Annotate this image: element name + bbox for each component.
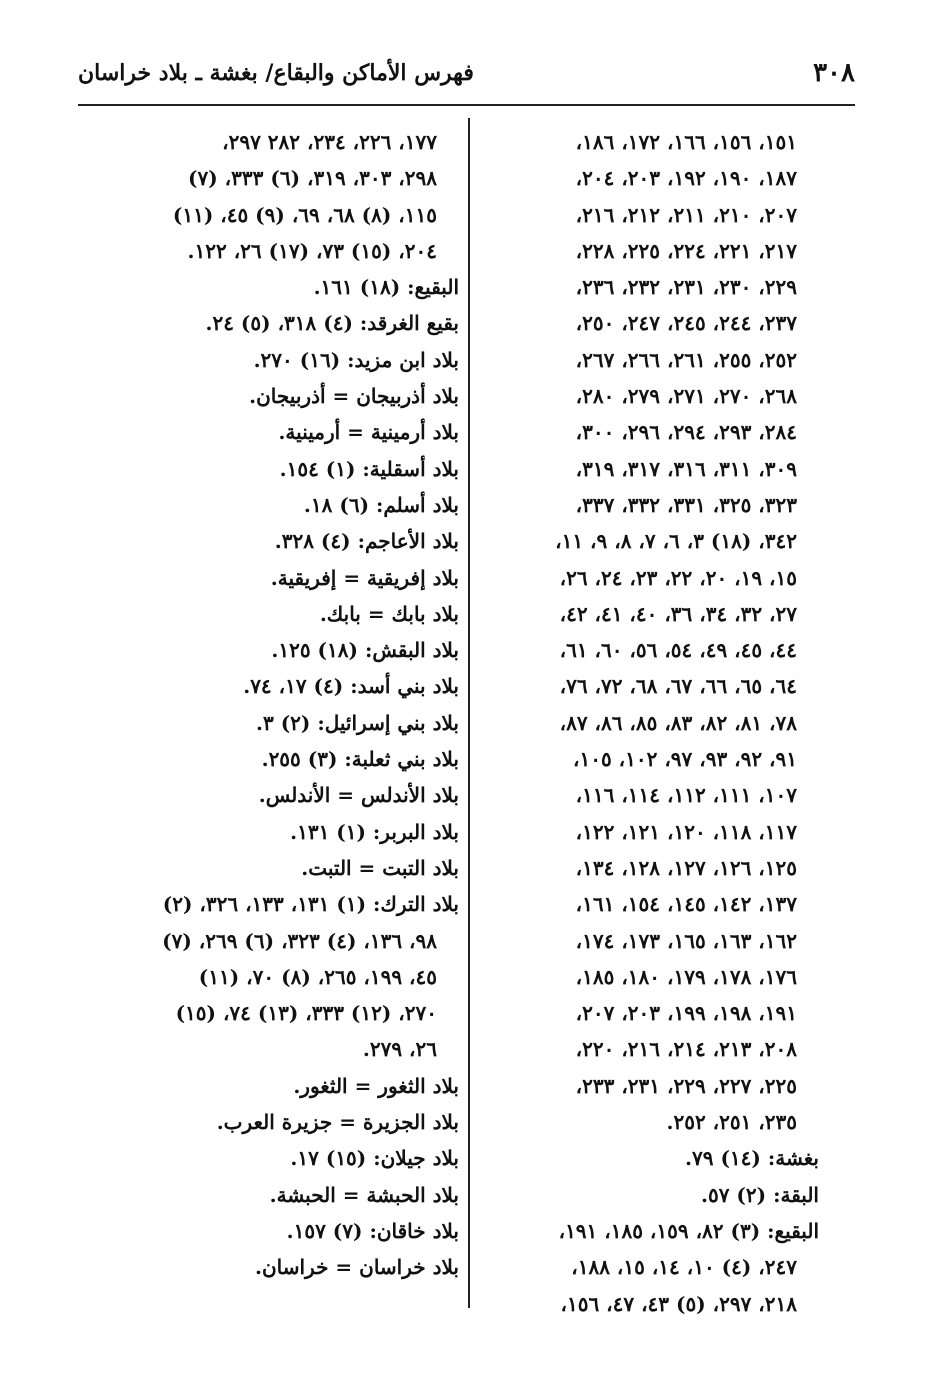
index-continuation-line: ٢٦٨، ٢٧٠، ٢٧١، ٢٧٩، ٢٨٠، <box>575 384 797 409</box>
index-continuation-line: ٤٤، ٤٥، ٤٩، ٥٤، ٥٦، ٦٠، ٦١، <box>559 638 797 663</box>
index-entry: بلاد أرمينية = أرمينية. <box>278 420 459 445</box>
index-entry: بلاد البربر: (١) ١٣١. <box>290 819 459 844</box>
index-continuation-line: ٤٥، ١٩٩، ٢٦٥، (٨) ٧٠، (١١) <box>198 964 437 989</box>
index-continuation-line: ١١٥، (٨) ٦٨، ٦٩، (٩) ٤٥، (١١) <box>172 202 437 227</box>
index-column-left <box>87 124 459 1286</box>
index-continuation-line: ١٠٧، ١١١، ١١٢، ١١٤، ١١٦، <box>575 783 797 808</box>
index-continuation-line: ١٦٢، ١٦٣، ١٦٥، ١٧٣، ١٧٤، <box>575 928 797 953</box>
index-continuation-line: ١٧٧، ٢٢٦، ٢٣٤، ٢٨٢ ٢٩٧، <box>222 130 437 154</box>
index-entry: بلاد بني أسد: (٤) ١٧، ٧٤. <box>243 674 459 699</box>
index-entry: بلاد إفريقية = إفريقية. <box>270 565 459 590</box>
index-entry: بلاد خاقان: (٧) ١٥٧. <box>286 1218 459 1243</box>
index-continuation-line: ٢٠٨، ٢١٣، ٢١٤، ٢١٦، ٢٢٠، <box>575 1037 797 1062</box>
index-entry: بقيع الغرقد: (٤) ٣١٨، (٥) ٢٤. <box>205 311 459 336</box>
index-continuation-line: ١٥، ١٩، ٢٠، ٢٢، ٢٣، ٢٤، ٢٦، <box>559 565 797 590</box>
column-divider <box>468 118 470 1308</box>
index-entry: البقة: (٢) ٥٧. <box>701 1182 819 1207</box>
index-continuation-line: ٣٤٢، (١٨) ٣، ٦، ٧، ٨، ٩، ١١، <box>555 529 797 554</box>
index-continuation-line: ٩٨، ١٣٦، (٤) ٣٢٣، (٦) ٢٦٩، (٧) <box>162 928 437 953</box>
index-entry: بلاد أسقلية: (١) ١٥٤. <box>279 456 459 481</box>
index-continuation-line: ٢٣٥، ٢٥١، ٢٥٢. <box>666 1110 797 1135</box>
index-continuation-line: ١٨٧، ١٩٠، ١٩٢، ٢٠٣، ٢٠٤، <box>575 166 797 191</box>
index-continuation-line: ٢٦، ٢٧٩. <box>362 1037 437 1062</box>
index-entry: بلاد الترك: (١) ١٣١، ١٣٣، ٣٢٦، (٢) <box>162 892 459 917</box>
index-continuation-line: ٦٤، ٦٥، ٦٦، ٦٧، ٦٨، ٧٢، ٧٦، <box>559 674 797 699</box>
index-continuation-line: ١٥١، ١٥٦، ١٦٦، ١٧٢، ١٨٦، <box>575 130 797 154</box>
index-continuation-line: ٢٧٠، (١٢) ٣٣٣، (١٣) ٧٤، (١٥) <box>175 1001 437 1026</box>
index-continuation-line: ١٢٥، ١٢٦، ١٢٧، ١٢٨، ١٣٤، <box>575 855 797 880</box>
index-continuation-line: ٢٥٢، ٢٥٥، ٢٦١، ٢٦٦، ٢٦٧، <box>575 347 797 372</box>
index-continuation-line: ٢١٨، ٢٩٧، (٥) ٤٣، ٤٧، ١٥٦، <box>560 1291 797 1316</box>
index-continuation-line: ٩١، ٩٢، ٩٣، ٩٧، ١٠٢، ١٠٥، <box>573 747 797 772</box>
index-continuation-line: ١٣٧، ١٤٢، ١٤٥، ١٥٤، ١٦١، <box>575 892 797 917</box>
index-continuation-line: ١٧٦، ١٧٨، ١٧٩، ١٨٠، ١٨٥، <box>575 964 797 989</box>
index-continuation-line: ٣٢٣، ٣٢٥، ٣٣١، ٣٣٢، ٣٣٧، <box>575 492 797 517</box>
index-entry: بلاد جيلان: (١٥) ١٧. <box>290 1146 459 1171</box>
header-rule <box>78 104 855 106</box>
index-entry: بلاد ابن مزيد: (١٦) ٢٧٠. <box>253 347 459 372</box>
index-continuation-line: ٣٠٩، ٣١١، ٣١٦، ٣١٧، ٣١٩، <box>575 456 797 481</box>
index-entry: بلاد الأندلس = الأندلس. <box>258 783 459 808</box>
page-number: ٣٠٨ <box>813 58 855 88</box>
index-continuation-line: ١١٧، ١١٨، ١٢٠، ١٢١، ١٢٢، <box>575 819 797 844</box>
index-entry: البقيع: (٣) ٨٢، ١٥٩، ١٨٥، ١٩١، <box>558 1218 819 1243</box>
index-continuation-line: ١٩١، ١٩٨، ١٩٩، ٢٠٣، ٢٠٧، <box>575 1001 797 1026</box>
page-header <box>78 52 855 96</box>
index-entry: بلاد خراسان = خراسان. <box>254 1255 459 1280</box>
index-entry: بلاد الثغور = الثغور. <box>293 1073 459 1098</box>
index-continuation-line: ٢٢٥، ٢٢٧، ٢٢٩، ٢٣١، ٢٣٣، <box>575 1073 797 1098</box>
index-continuation-line: ٢١٧، ٢٢١، ٢٢٤، ٢٢٥، ٢٢٨، <box>575 238 797 263</box>
index-entry: بلاد أسلم: (٦) ١٨. <box>303 492 459 517</box>
index-continuation-line: ٧٨، ٨١، ٨٢، ٨٣، ٨٥، ٨٦، ٨٧، <box>559 710 797 735</box>
index-column-right <box>479 124 819 1322</box>
index-entry: بلاد البقش: (١٨) ١٢٥. <box>271 638 459 663</box>
running-title: فهرس الأماكن والبقاع/ بغشة ـ بلاد خراسان <box>78 60 474 86</box>
index-continuation-line: ٢٣٧، ٢٤٤، ٢٤٥، ٢٤٧، ٢٥٠، <box>575 311 797 336</box>
index-entry: البقيع: (١٨) ١٦١. <box>313 275 459 300</box>
index-entry: بلاد الحبشة = الحبشة. <box>269 1182 459 1207</box>
index-continuation-line: ٢٤٧، (٤) ١٠، ١٤، ١٥، ١٨٨، <box>571 1255 797 1280</box>
index-entry: بلاد بني ثعلبة: (٣) ٢٥٥. <box>261 747 459 772</box>
index-entry: بلاد بني إسرائيل: (٢) ٣. <box>256 710 459 735</box>
index-entry: بلاد الأعاجم: (٤) ٣٢٨. <box>274 529 459 554</box>
index-entry: بلاد بابك = بابك. <box>319 601 459 626</box>
index-continuation-line: ٢٨٤، ٢٩٣، ٢٩٤، ٢٩٦، ٣٠٠، <box>575 420 797 445</box>
index-continuation-line: ٢٩٨، ٣٠٣، ٣١٩، (٦) ٣٣٣، (٧) <box>188 166 437 191</box>
index-entry: بغشة: (١٤) ٧٩. <box>685 1146 819 1171</box>
index-continuation-line: ٢٧، ٣٢، ٣٤، ٣٦، ٤٠، ٤١، ٤٢، <box>559 601 797 626</box>
index-entry: بلاد الجزيرة = جزيرة العرب. <box>216 1110 459 1135</box>
index-entry: بلاد أذربيجان = أذربيجان. <box>249 384 459 409</box>
index-continuation-line: ٢٢٩، ٢٣٠، ٢٣١، ٢٣٢، ٢٣٦، <box>575 275 797 300</box>
index-entry: بلاد التبت = التبت. <box>301 855 459 880</box>
index-continuation-line: ٢٠٤، (١٥) ٧٣، (١٧) ٢٦، ١٢٢. <box>187 238 437 263</box>
index-continuation-line: ٢٠٧، ٢١٠، ٢١١، ٢١٢، ٢١٦، <box>575 202 797 227</box>
